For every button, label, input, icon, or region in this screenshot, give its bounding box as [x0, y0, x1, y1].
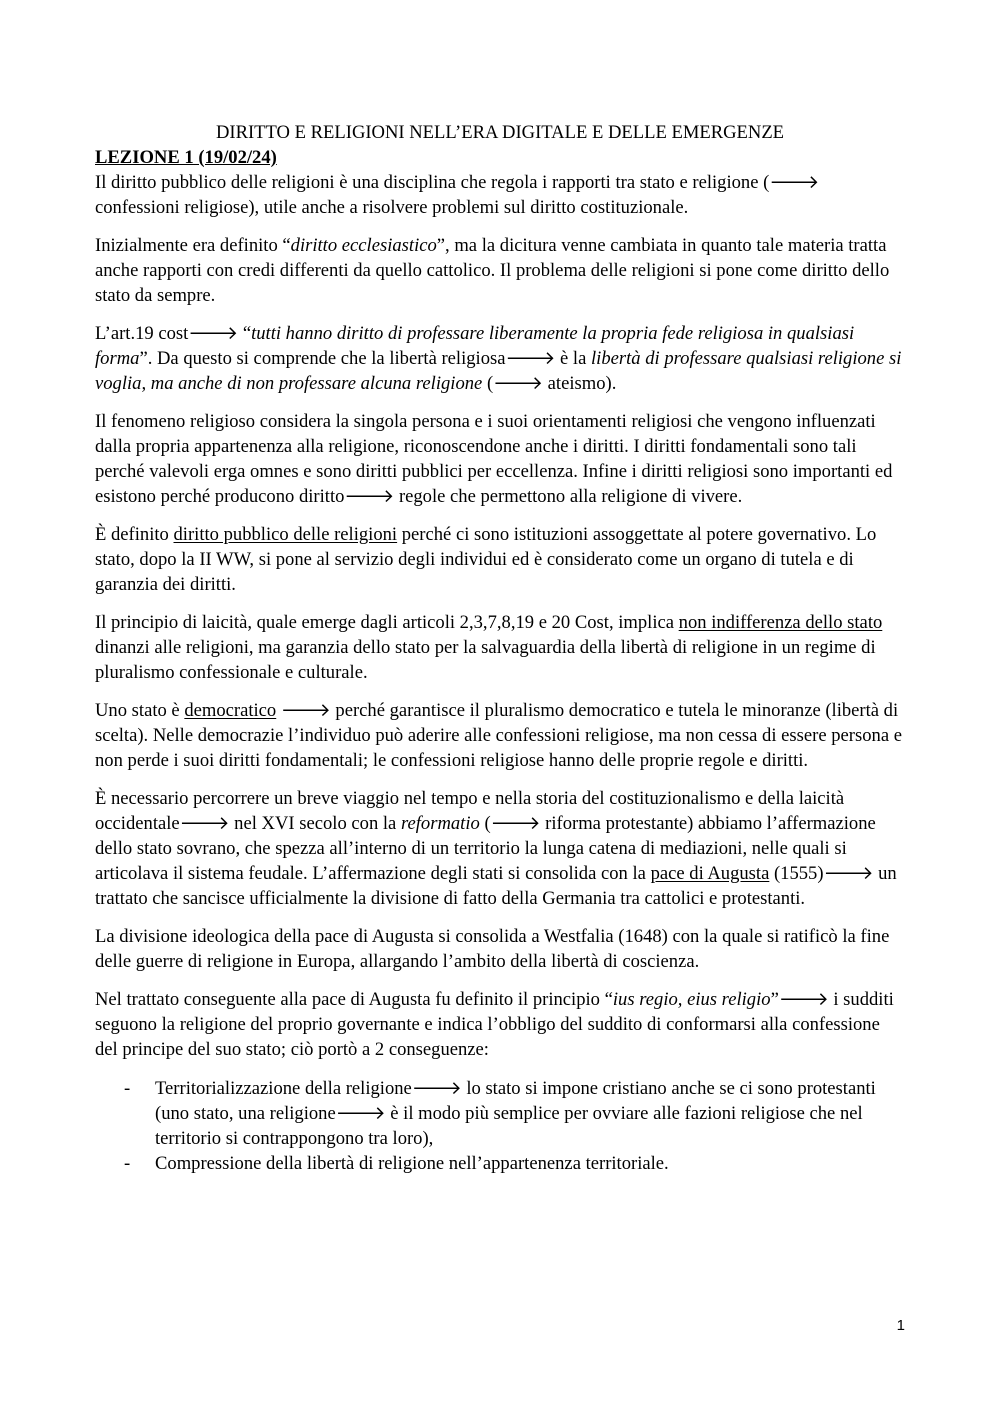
list-item: - Compressione della libertà di religione nell’appartenenza territoriale.	[155, 1151, 905, 1176]
arrow-icon: 🡒	[778, 989, 829, 1010]
arrow-icon: 🡒	[490, 813, 541, 834]
arrow-icon: 🡒	[411, 1078, 462, 1099]
lesson-heading: LEZIONE 1 (19/02/24)	[95, 147, 277, 168]
arrow-icon: 🡒	[505, 348, 556, 369]
paragraph-1: Il diritto pubblico delle religioni è una disciplina che regola i rapporti tra stato e religione (🡒 confessioni religiose), utile anche a risolvere problemi sul diritto costituzionale.	[95, 172, 820, 218]
document-title: DIRITTO E RELIGIONI NELL’ERA DIGITALE E DELLE EMERGENZE	[215, 122, 785, 143]
arrow-icon: 🡒	[823, 863, 874, 884]
arrow-icon: 🡒	[769, 172, 820, 193]
list-item: - Territorializzazione della religione🡒 lo stato si impone cristiano anche se ci sono protestanti (uno stato, una religione🡒 è il modo più semplice per ovviare alle fazioni religiose che nel territorio si contrappongono tra loro),	[155, 1076, 905, 1151]
arrow-icon: 🡒	[493, 373, 544, 394]
paragraph-4: Il fenomeno religioso considera la singola persona e i suoi orientamenti religiosi che vengono influenzati dalla propria appartenenza alla religione, riconoscendone anche i diritti. I diritti fondamentali sono tali perché valevoli erga omnes e sono diritti pubblici per eccellenza. Infine i diritti religiosi sono importanti ed esistono perché producono diritto🡒 regole che permettono alla religione di vivere.	[95, 411, 893, 507]
paragraph-9: La divisione ideologica della pace di Augusta si consolida a Westfalia (1648) con la quale si ratificò la fine delle guerre di religione in Europa, allargando l’ambito della libertà di coscienza.	[95, 926, 890, 972]
paragraph-2: Inizialmente era definito “diritto ecclesiastico”, ma la dicitura venne cambiata in quanto tale materia tratta anche rapporti con credi differenti da quello cattolico. Il problema delle religioni si pone come diritto dello stato da sempre.	[95, 235, 890, 306]
paragraph-8: È necessario percorrere un breve viaggio nel tempo e nella storia del costituzionalismo e della laicità occidentale🡒 nel XVI secolo con la reformatio (🡒 riforma protestante) abbiamo l’affermazione dello stato sovrano, che spezza all’interno di un territorio la lunga catena di mediazioni, nelle quali si articolava il sistema feudale. L’affermazione degli stati si consolida con la pace di Augusta (1555)🡒 un trattato che sancisce ufficialmente la divisione di fatto della Germania tra cattolici e protestanti.	[95, 788, 897, 909]
paragraph-6: Il principio di laicità, quale emerge dagli articoli 2,3,7,8,19 e 20 Cost, implica non indifferenza dello stato dinanzi alle religioni, ma garanzia dello stato per la salvaguardia della libertà di religione in un regime di pluralismo confessionale e culturale.	[95, 612, 883, 683]
consequences-list	[95, 1076, 905, 1176]
paragraph-5: È definito diritto pubblico delle religioni perché ci sono istituzioni assoggettate al potere governativo. Lo stato, dopo la II WW, si pone al servizio degli individui ed è considerato come un organo di tutela e di garanzia dei diritti.	[95, 524, 877, 595]
arrow-icon: 🡒	[188, 323, 239, 344]
arrow-icon: 🡒	[280, 700, 331, 721]
arrow-icon: 🡒	[344, 486, 395, 507]
paragraph-7: Uno stato è democratico 🡒 perché garantisce il pluralismo democratico e tutela le minoranze (libertà di scelta). Nelle democrazie l’individuo può aderire alle confessioni religiose, ma non cessa di essere persona e non perde i suoi diritti fondamentali; le confessioni religiose hanno delle proprie regole e diritti.	[95, 700, 902, 771]
arrow-icon: 🡒	[335, 1103, 386, 1124]
paragraph-3: L’art.19 cost🡒 “tutti hanno diritto di professare liberamente la propria fede religiosa in qualsiasi forma”. Da questo si comprende che la libertà religiosa🡒 è la libertà di professare qualsiasi religione si voglia, ma anche di non professare alcuna religione (🡒 ateismo).	[95, 323, 902, 394]
arrow-icon: 🡒	[179, 813, 230, 834]
page-number: 1	[896, 1317, 905, 1334]
paragraph-10: Nel trattato conseguente alla pace di Augusta fu definito il principio “ius regio, eius religio”🡒 i sudditi seguono la religione del proprio governante e indica l’obbligo del suddito di conformarsi alla confessione del principe del suo stato; ciò portò a 2 conseguenze:	[95, 989, 894, 1060]
